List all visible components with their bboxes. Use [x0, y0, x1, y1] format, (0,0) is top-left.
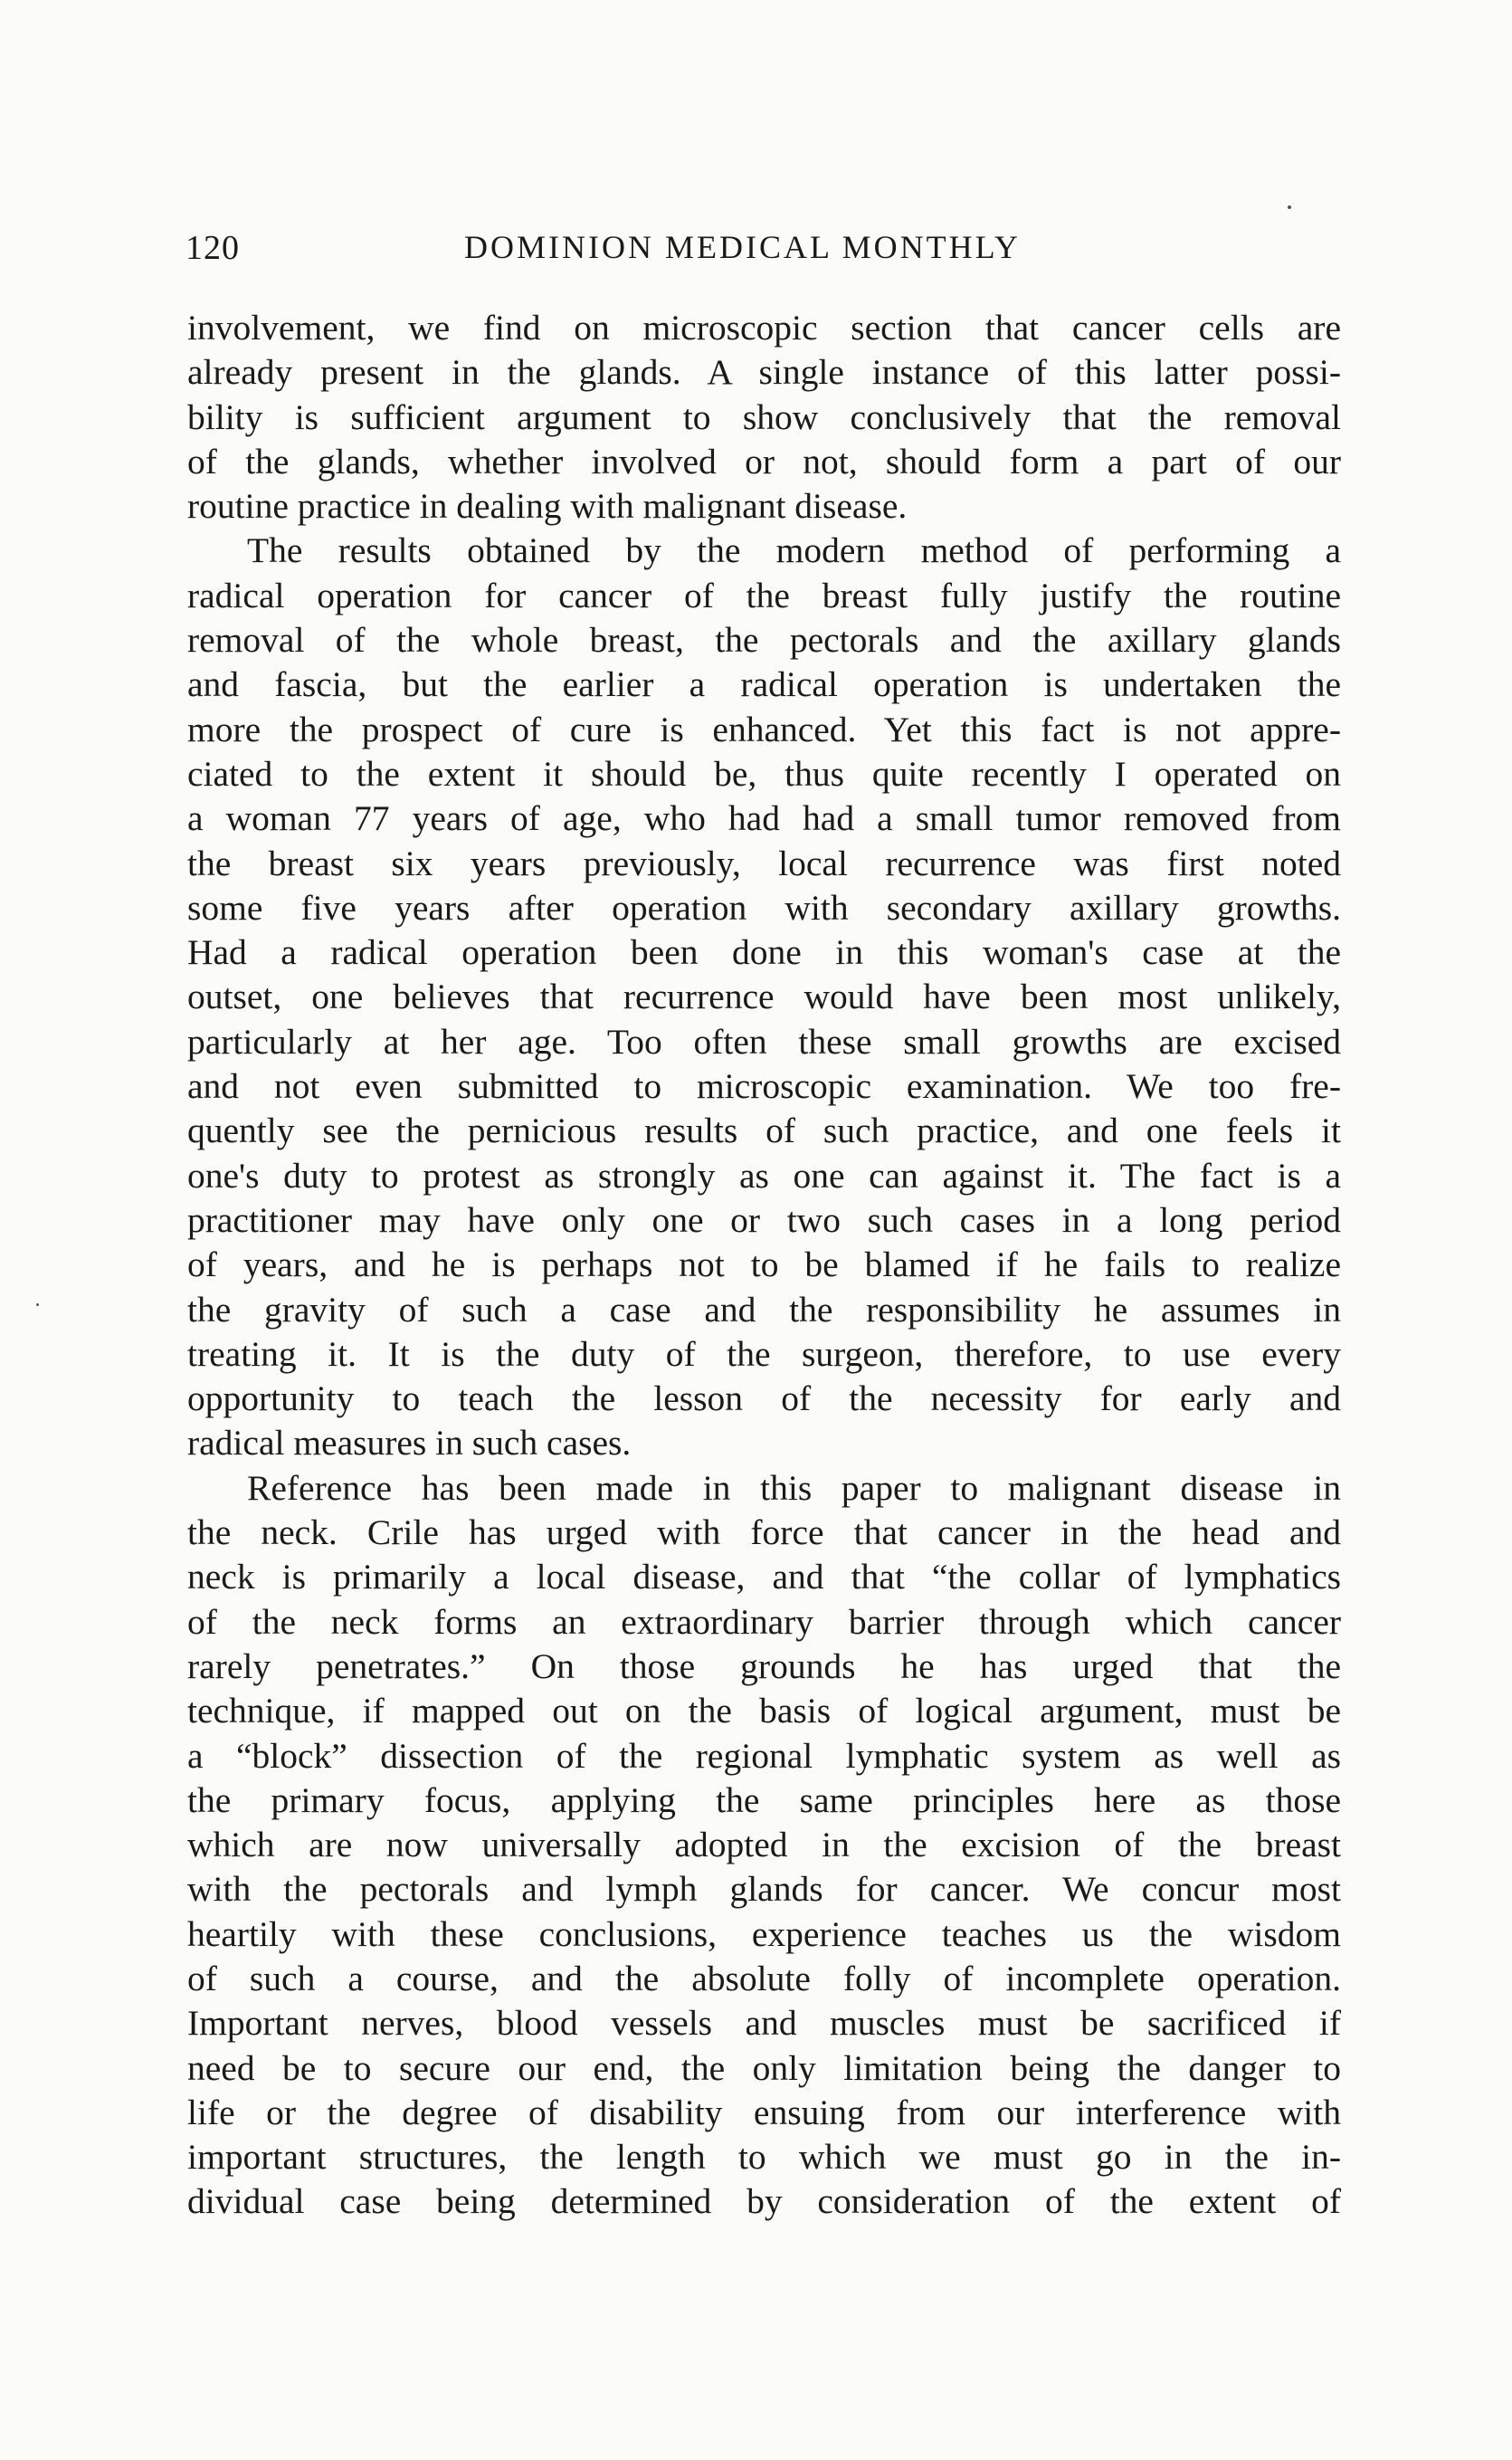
text-line: some five years after operation with secondary axillary growths.	[187, 887, 1341, 928]
text-line: a woman 77 years of age, who had had a small tumor removed from	[187, 798, 1341, 839]
body-text	[187, 306, 1341, 2243]
text-line: particularly at her age. Too often these small growths are excised	[187, 1021, 1341, 1062]
text-line: and not even submitted to microscopic examination. We too fre-	[187, 1066, 1341, 1107]
text-line: involvement, we find on microscopic section that cancer cells are	[187, 308, 1341, 348]
text-line: already present in the glands. A single instance of this latter possi-	[187, 352, 1341, 393]
text-line: rarely penetrates.” On those grounds he has urged that the	[187, 1645, 1341, 1686]
text-line: the primary focus, applying the same principles here as those	[187, 1779, 1341, 1820]
text-line: of the glands, whether involved or not, should form a part of our	[187, 441, 1341, 482]
text-line: need be to secure our end, the only limitation being the danger to	[187, 2047, 1341, 2088]
page-number: 120	[185, 229, 240, 267]
text-line: one's duty to protest as strongly as one can against it. The fact is a	[187, 1155, 1341, 1196]
paragraph-start-line: The results obtained by the modern method of performing a	[247, 530, 1341, 571]
page-header	[185, 228, 1344, 282]
text-line: and fascia, but the earlier a radical operation is undertaken the	[187, 664, 1341, 705]
text-line: neck is primarily a local disease, and that “the collar of lymphatics	[187, 1557, 1341, 1597]
text-line: life or the degree of disability ensuing from our interference with	[187, 2092, 1341, 2132]
text-line: with the pectorals and lymph glands for cancer. We concur most	[187, 1869, 1341, 1910]
paragraph-start-line: Reference has been made in this paper to malignant disease in	[247, 1467, 1341, 1508]
text-line: which are now universally adopted in the excision of the breast	[187, 1825, 1341, 1865]
text-line: bility is sufficient argument to show conclusively that the removal	[187, 396, 1341, 437]
text-line: radical measures in such cases.	[187, 1423, 632, 1464]
text-line: technique, if mapped out on the basis of logical argument, must be	[187, 1691, 1341, 1731]
text-line: Had a radical operation been done in this woman's case at the	[187, 932, 1341, 973]
text-line: of years, and he is perhaps not to be blamed if he fails to realize	[187, 1244, 1341, 1285]
text-line: dividual case being determined by consideration of the extent of	[187, 2181, 1341, 2222]
text-line: important structures, the length to which we must go in the in-	[187, 2137, 1341, 2178]
text-line: treating it. It is the duty of the surgeon, therefore, to use every	[187, 1333, 1341, 1374]
scan-speck	[1288, 205, 1291, 209]
text-line: quently see the pernicious results of such practice, and one feels it	[187, 1111, 1341, 1151]
text-line: routine practice in dealing with malignant disease.	[187, 486, 908, 527]
text-line: of such a course, and the absolute folly of incomplete operation.	[187, 1958, 1341, 1998]
text-line: the gravity of such a case and the responsibility he assumes in	[187, 1289, 1341, 1330]
text-line: opportunity to teach the lesson of the necessity for early and	[187, 1378, 1341, 1419]
text-line: outset, one believes that recurrence would have been most unlikely,	[187, 977, 1341, 1017]
running-title: DOMINION MEDICAL MONTHLY	[464, 229, 1022, 265]
text-line: the breast six years previously, local recurrence was first noted	[187, 843, 1341, 883]
text-line: removal of the whole breast, the pectorals and the axillary glands	[187, 620, 1341, 661]
text-line: the neck. Crile has urged with force that cancer in the head and	[187, 1512, 1341, 1553]
text-line: Important nerves, blood vessels and muscles must be sacrificed if	[187, 2003, 1341, 2044]
text-line: heartily with these conclusions, experience teaches us the wisdom	[187, 1913, 1341, 1954]
text-line: practitioner may have only one or two such cases in a long period	[187, 1199, 1341, 1240]
text-line: ciated to the extent it should be, thus quite recently I operated on	[187, 753, 1341, 794]
scan-speck	[36, 1303, 39, 1306]
text-line: more the prospect of cure is enhanced. Yet this fact is not appre-	[187, 709, 1341, 749]
text-line: a “block” dissection of the regional lymphatic system as well as	[187, 1735, 1341, 1776]
text-line: radical operation for cancer of the breast fully justify the routine	[187, 575, 1341, 615]
text-line: of the neck forms an extraordinary barrier through which cancer	[187, 1601, 1341, 1642]
